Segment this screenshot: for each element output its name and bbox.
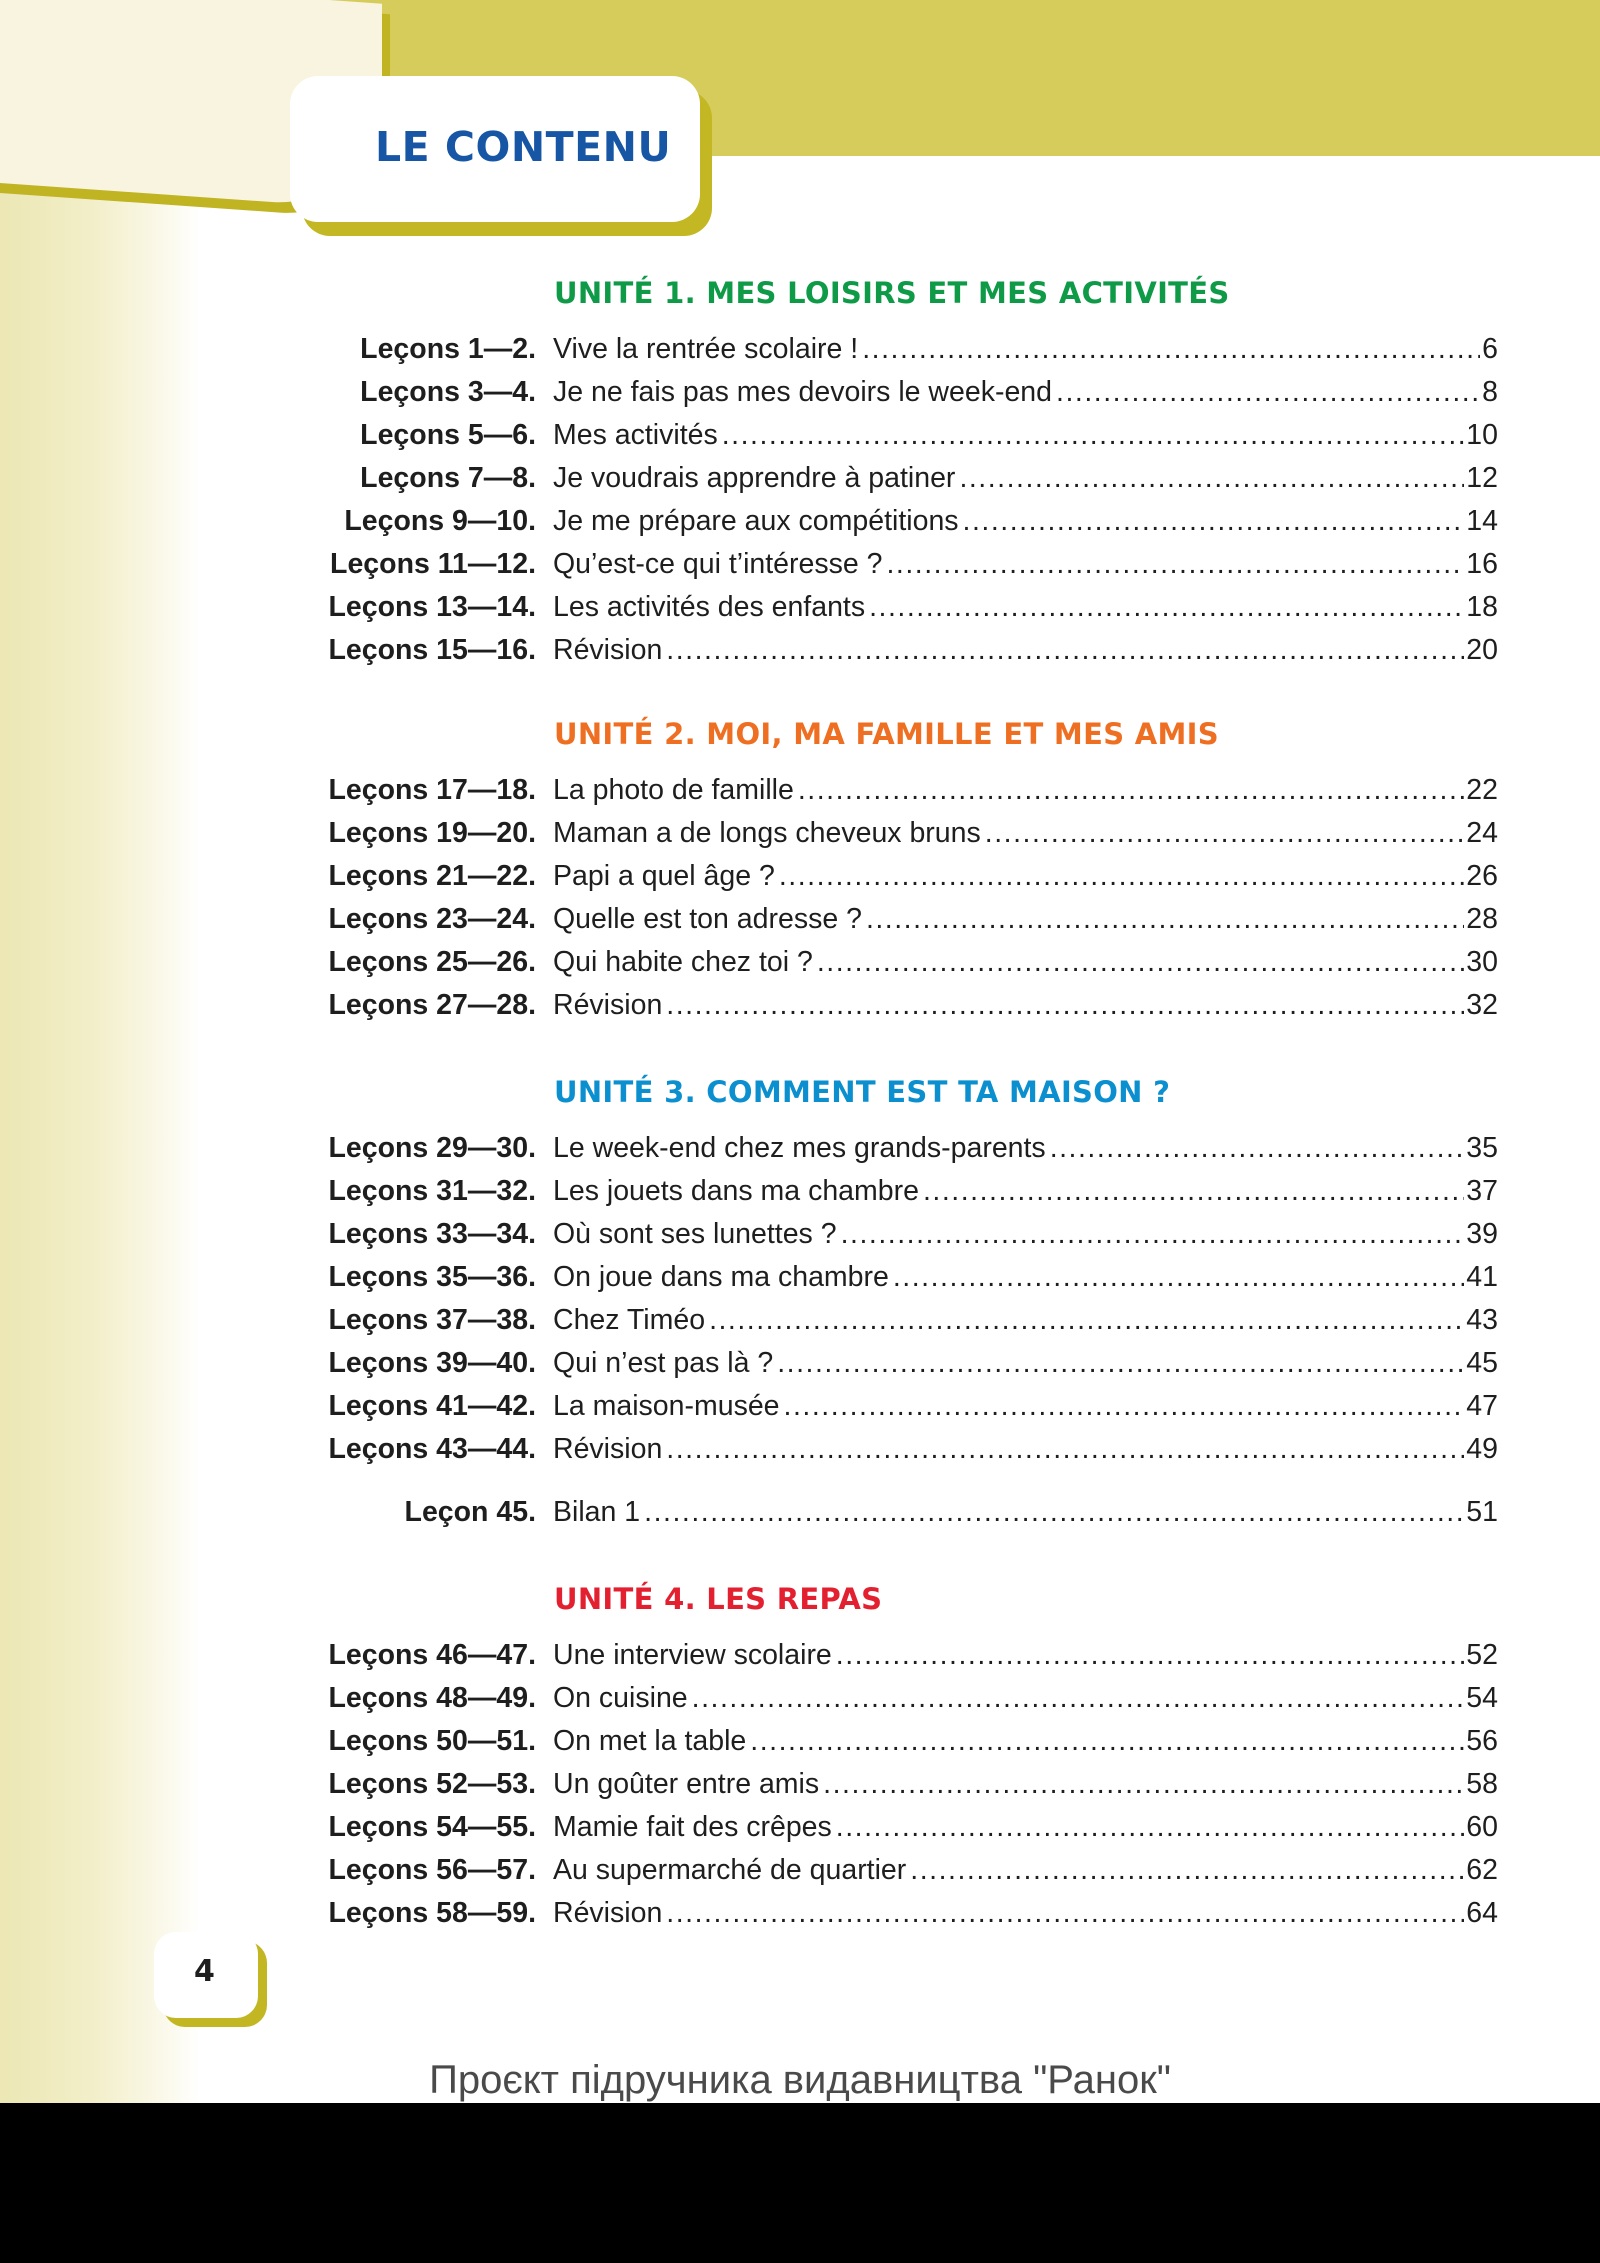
toc-row[interactable]: [0, 942, 1600, 985]
dot-leader: [862, 329, 1480, 369]
lesson-entry: [553, 1764, 1498, 1804]
toc-row-bilan[interactable]: [0, 1492, 1600, 1535]
lesson-entry: [553, 1128, 1498, 1168]
toc-row[interactable]: [0, 1386, 1600, 1429]
dot-leader: [777, 1343, 1464, 1383]
unit-title: UNITÉ 1. MES LOISIRS ET MES ACTIVITÉS: [554, 276, 1230, 310]
lesson-label: Leçons 13—14.: [328, 591, 536, 623]
lesson-label: Leçons 39—40.: [328, 1347, 536, 1379]
page-title: LE CONTENU: [375, 123, 672, 171]
lesson-title: Vive la rentrée scolaire !: [553, 333, 859, 365]
lesson-title: Je ne fais pas mes devoirs le week-end: [553, 376, 1053, 408]
lesson-title: On cuisine: [553, 1682, 688, 1714]
page-number: 26: [1466, 860, 1498, 892]
lesson-entry: [553, 856, 1498, 896]
lesson-label: Leçons 27—28.: [328, 989, 536, 1021]
dot-leader: [923, 1171, 1464, 1211]
title-tab: [290, 76, 700, 222]
page-number: 64: [1466, 1897, 1498, 1929]
dot-leader: [644, 1492, 1464, 1532]
lesson-title: Le week-end chez mes grands-parents: [553, 1132, 1046, 1164]
lesson-title: On met la table: [553, 1725, 747, 1757]
lesson-label: Leçon 45.: [404, 1496, 536, 1528]
lesson-label: Leçons 50—51.: [328, 1725, 536, 1757]
page-number: 54: [1466, 1682, 1498, 1714]
lesson-title: Une interview scolaire: [553, 1639, 832, 1671]
dot-leader: [985, 813, 1465, 853]
dot-leader: [1050, 1128, 1465, 1168]
lesson-entry: [553, 1492, 1498, 1532]
page-number: 14: [1466, 505, 1498, 537]
lesson-entry: [553, 1893, 1498, 1933]
lesson-label: Leçons 17—18.: [328, 774, 536, 806]
lesson-title: Mamie fait des crêpes: [553, 1811, 832, 1843]
dot-leader: [722, 415, 1465, 455]
lesson-label: Leçons 11—12.: [330, 548, 536, 580]
toc-row[interactable]: [0, 985, 1600, 1028]
lesson-label: Leçons 43—44.: [328, 1433, 536, 1465]
page-number: 10: [1466, 419, 1498, 451]
page-number: 47: [1466, 1390, 1498, 1422]
dot-leader: [798, 770, 1464, 810]
lesson-title: La photo de famille: [553, 774, 794, 806]
lesson-title: Maman a de longs cheveux bruns: [553, 817, 981, 849]
lesson-label: Leçons 15—16.: [328, 634, 536, 666]
lesson-label: Leçons 31—32.: [328, 1175, 536, 1207]
toc-row[interactable]: [0, 544, 1600, 587]
page-number: 49: [1466, 1433, 1498, 1465]
lesson-title: Révision: [553, 1433, 663, 1465]
lesson-entry: [553, 630, 1498, 670]
lesson-entry: [553, 813, 1498, 853]
publisher-watermark: Проєкт підручника видавництва "Ранок": [429, 2058, 1171, 2102]
lesson-label: Leçons 58—59.: [328, 1897, 536, 1929]
lesson-label: Leçons 23—24.: [328, 903, 536, 935]
lesson-title: Papi a quel âge ?: [553, 860, 775, 892]
lesson-label: Leçons 35—36.: [328, 1261, 536, 1293]
toc-row[interactable]: [0, 1764, 1600, 1807]
lesson-label: Leçons 33—34.: [328, 1218, 536, 1250]
dot-leader: [817, 942, 1464, 982]
lesson-title: Révision: [553, 1897, 663, 1929]
lesson-entry: [553, 942, 1498, 982]
page-number: 41: [1466, 1261, 1498, 1293]
lesson-label: Leçons 46—47.: [328, 1639, 536, 1671]
dot-leader: [893, 1257, 1464, 1297]
page-number: 52: [1466, 1639, 1498, 1671]
dot-leader: [959, 458, 1464, 498]
page-number: 43: [1466, 1304, 1498, 1336]
toc-row[interactable]: [0, 1635, 1600, 1678]
lesson-entry: [553, 1171, 1498, 1211]
lesson-entry: [553, 501, 1498, 541]
bottom-black-bar: [0, 2103, 1600, 2263]
lesson-title: Qui n’est pas là ?: [553, 1347, 774, 1379]
lesson-label: Leçons 29—30.: [328, 1132, 536, 1164]
lesson-entry: [553, 1257, 1498, 1297]
dot-leader: [841, 1214, 1465, 1254]
lesson-entry: [553, 329, 1498, 369]
dot-leader: [666, 1893, 1464, 1933]
lesson-entry: [553, 1850, 1498, 1890]
dot-leader: [910, 1850, 1464, 1890]
lesson-title: Bilan 1: [553, 1496, 641, 1528]
lesson-entry: [553, 1678, 1498, 1718]
page-number: 12: [1466, 462, 1498, 494]
page-number: 32: [1466, 989, 1498, 1021]
lesson-label: Leçons 7—8.: [360, 462, 536, 494]
lesson-entry: [553, 372, 1498, 412]
page-number: 51: [1466, 1496, 1498, 1528]
lesson-label: Leçons 48—49.: [328, 1682, 536, 1714]
lesson-entry: [553, 1214, 1498, 1254]
toc-row[interactable]: [0, 1257, 1600, 1300]
page-number: 58: [1466, 1768, 1498, 1800]
lesson-label: Leçons 19—20.: [328, 817, 536, 849]
lesson-title: Révision: [553, 634, 663, 666]
page-number: 18: [1466, 591, 1498, 623]
lesson-entry: [553, 544, 1498, 584]
lesson-title: Au supermarché de quartier: [553, 1854, 907, 1886]
toc-row[interactable]: [0, 1300, 1600, 1343]
dot-leader: [836, 1635, 1465, 1675]
lesson-entry: [553, 770, 1498, 810]
toc-row[interactable]: [0, 415, 1600, 458]
page-number: 20: [1466, 634, 1498, 666]
lesson-label: Leçons 25—26.: [328, 946, 536, 978]
lesson-title: On joue dans ma chambre: [553, 1261, 889, 1293]
toc-row[interactable]: [0, 1807, 1600, 1850]
toc-row[interactable]: [0, 1214, 1600, 1257]
lesson-title: Révision: [553, 989, 663, 1021]
page-number: 6: [1482, 333, 1498, 365]
page-number: 35: [1466, 1132, 1498, 1164]
lesson-entry: [553, 1386, 1498, 1426]
lesson-title: Où sont ses lunettes ?: [553, 1218, 837, 1250]
page-number: 28: [1466, 903, 1498, 935]
page-number: 45: [1466, 1347, 1498, 1379]
toc-row[interactable]: [0, 501, 1600, 544]
toc-row[interactable]: [0, 1128, 1600, 1171]
page-number-label: 4: [194, 1954, 215, 1989]
toc-row[interactable]: [0, 1893, 1600, 1936]
dot-leader: [963, 501, 1465, 541]
page-number: 37: [1466, 1175, 1498, 1207]
lesson-entry: [553, 1807, 1498, 1847]
lesson-label: Leçons 52—53.: [328, 1768, 536, 1800]
lesson-entry: [553, 899, 1498, 939]
lesson-entry: [553, 985, 1498, 1025]
lesson-entry: [553, 1300, 1498, 1340]
toc-row[interactable]: [0, 770, 1600, 813]
dot-leader: [823, 1764, 1464, 1804]
toc-row[interactable]: [0, 1678, 1600, 1721]
dot-leader: [709, 1300, 1464, 1340]
toc-row[interactable]: [0, 813, 1600, 856]
lesson-label: Leçons 37—38.: [328, 1304, 536, 1336]
lesson-title: Les activités des enfants: [553, 591, 866, 623]
lesson-title: Je voudrais apprendre à patiner: [553, 462, 956, 494]
toc-row[interactable]: [0, 630, 1600, 673]
lesson-title: Les jouets dans ma chambre: [553, 1175, 919, 1207]
lesson-title: Je me prépare aux compétitions: [553, 505, 959, 537]
page-number: 30: [1466, 946, 1498, 978]
dot-leader: [836, 1807, 1465, 1847]
lesson-title: Qu’est-ce qui t’intéresse ?: [553, 548, 883, 580]
dot-leader: [1056, 372, 1480, 412]
dot-leader: [750, 1721, 1464, 1761]
lesson-entry: [553, 1721, 1498, 1761]
toc-row[interactable]: [0, 1850, 1600, 1893]
dot-leader: [784, 1386, 1465, 1426]
page-number-badge: [154, 1932, 258, 2018]
toc-row[interactable]: [0, 856, 1600, 899]
toc-row[interactable]: [0, 899, 1600, 942]
toc-row[interactable]: [0, 329, 1600, 372]
toc-row[interactable]: [0, 372, 1600, 415]
unit-title: UNITÉ 2. MOI, MA FAMILLE ET MES AMIS: [554, 717, 1219, 751]
dot-leader: [887, 544, 1465, 584]
toc-row[interactable]: [0, 1171, 1600, 1214]
lesson-title: Quelle est ton adresse ?: [553, 903, 862, 935]
toc-row[interactable]: [0, 1721, 1600, 1764]
lesson-title: La maison-musée: [553, 1390, 780, 1422]
toc-row[interactable]: [0, 1343, 1600, 1386]
lesson-title: Chez Timéo: [553, 1304, 706, 1336]
dot-leader: [866, 899, 1464, 939]
lesson-label: Leçons 21—22.: [328, 860, 536, 892]
lesson-label: Leçons 56—57.: [328, 1854, 536, 1886]
lesson-label: Leçons 54—55.: [328, 1811, 536, 1843]
lesson-title: Mes activités: [553, 419, 718, 451]
unit-title: UNITÉ 4. LES REPAS: [554, 1582, 883, 1616]
lesson-entry: [553, 1429, 1498, 1469]
lesson-entry: [553, 1343, 1498, 1383]
page-number: 16: [1466, 548, 1498, 580]
page-number: 39: [1466, 1218, 1498, 1250]
page-number: 24: [1466, 817, 1498, 849]
toc-row[interactable]: [0, 1429, 1600, 1472]
page-number: 56: [1466, 1725, 1498, 1757]
lesson-title: Un goûter entre amis: [553, 1768, 820, 1800]
dot-leader: [666, 630, 1464, 670]
unit-title: UNITÉ 3. COMMENT EST TA MAISON ?: [554, 1075, 1171, 1109]
lesson-entry: [553, 415, 1498, 455]
lesson-entry: [553, 1635, 1498, 1675]
dot-leader: [779, 856, 1464, 896]
toc-row[interactable]: [0, 458, 1600, 501]
lesson-entry: [553, 458, 1498, 498]
lesson-label: Leçons 1—2.: [360, 333, 536, 365]
lesson-label: Leçons 9—10.: [344, 505, 536, 537]
lesson-label: Leçons 41—42.: [328, 1390, 536, 1422]
page-number: 8: [1482, 376, 1498, 408]
page-number: 22: [1466, 774, 1498, 806]
lesson-entry: [553, 587, 1498, 627]
dot-leader: [692, 1678, 1465, 1718]
toc-row[interactable]: [0, 587, 1600, 630]
dot-leader: [666, 985, 1464, 1025]
page-number: 62: [1466, 1854, 1498, 1886]
dot-leader: [869, 587, 1464, 627]
dot-leader: [666, 1429, 1464, 1469]
lesson-title: Qui habite chez toi ?: [553, 946, 813, 978]
page-number: 60: [1466, 1811, 1498, 1843]
lesson-label: Leçons 5—6.: [360, 419, 536, 451]
lesson-label: Leçons 3—4.: [360, 376, 536, 408]
